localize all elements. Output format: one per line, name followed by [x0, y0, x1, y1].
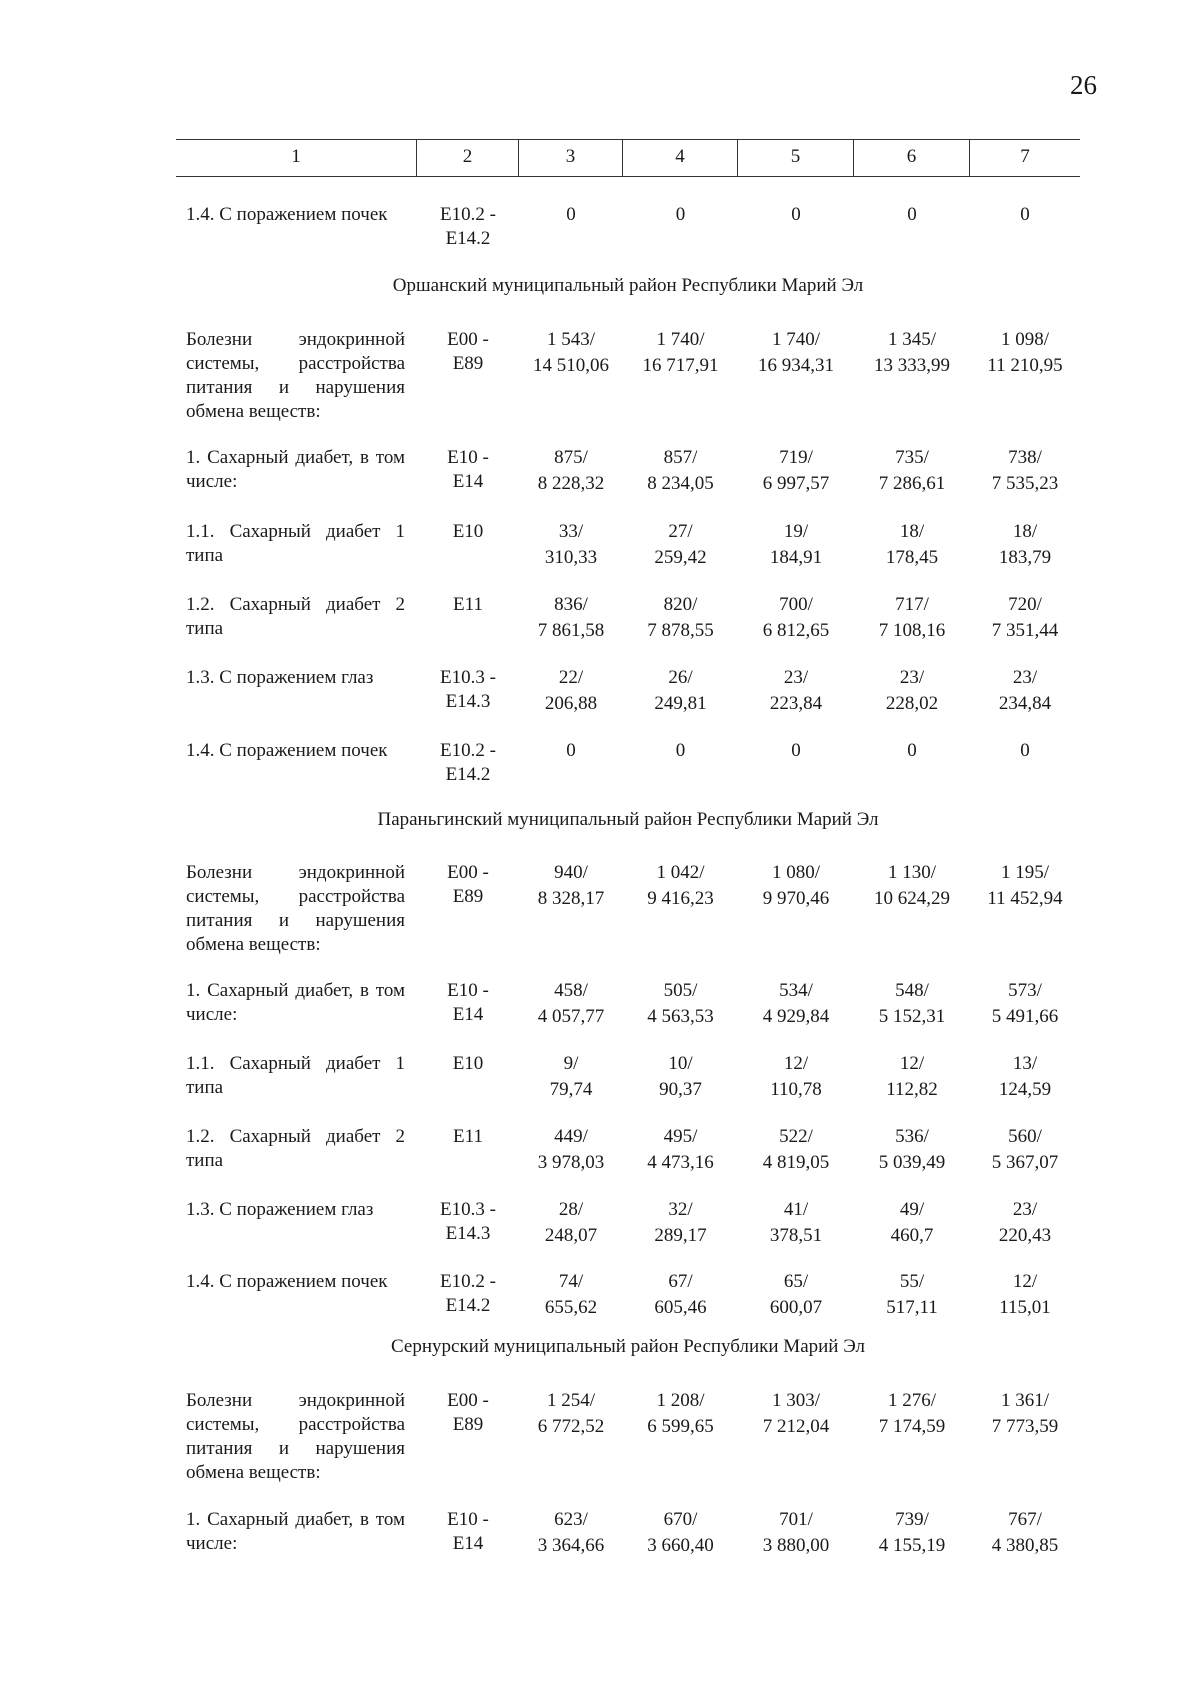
value-count: 67/ [668, 1271, 693, 1292]
value-rate: 460,7 [890, 1225, 934, 1246]
value-cell [854, 1198, 970, 1248]
value-count: 701/ [779, 1509, 813, 1530]
row-label: 1. Сахарный диабет, в том числе: [186, 1509, 405, 1554]
row-label: Болезни эндокринной системы, расстройства питания и нарушения обмена веществ: [186, 1390, 405, 1483]
table-row [176, 861, 1080, 957]
value-count: 12/ [783, 1053, 809, 1074]
value-count: 12/ [899, 1053, 925, 1074]
code-line: E10 - [447, 980, 489, 1001]
value-count: 13/ [1012, 1053, 1038, 1074]
table-row [176, 1270, 1080, 1320]
value-rate: 11 210,95 [987, 355, 1063, 376]
table-row [176, 979, 1080, 1029]
header-col-4: 4 [623, 140, 738, 176]
row-code [417, 593, 519, 643]
value-rate: 4 929,84 [762, 1006, 830, 1027]
code-line: E10 [452, 521, 484, 542]
code-line: E14.2 [445, 228, 491, 249]
value-cell [738, 739, 854, 787]
row-label: 1.3. С поражением глаз [186, 1199, 374, 1220]
value-cell [854, 520, 970, 570]
value-count: 28/ [558, 1199, 584, 1220]
value-cell [519, 979, 623, 1029]
value-cell [519, 593, 623, 643]
value-cell [738, 861, 854, 957]
value-count: 534/ [779, 980, 813, 1001]
value-rate: 13 333,99 [874, 355, 950, 376]
value-cell [623, 979, 738, 1029]
value-cell [519, 666, 623, 716]
value-cell [738, 1052, 854, 1102]
value-cell [519, 1125, 623, 1175]
value-cell [738, 446, 854, 496]
value-cell [519, 1198, 623, 1248]
value-rate: 14 510,06 [533, 355, 609, 376]
value-rate: 259,42 [654, 547, 707, 568]
row-label: 1.1. Сахарный диабет 1 типа [186, 521, 405, 566]
value-cell [970, 1125, 1080, 1175]
row-label: Болезни эндокринной системы, расстройства питания и нарушения обмена веществ: [186, 329, 405, 422]
row-label: 1.4. С поражением почек [186, 1271, 388, 1292]
value-cell [970, 446, 1080, 496]
row-code [417, 1389, 519, 1485]
value-rate: 8 234,05 [647, 473, 714, 494]
value-rate: 3 880,00 [762, 1535, 830, 1556]
table-row [176, 520, 1080, 570]
value-count: 1 543/ [546, 329, 596, 350]
value-count: 857/ [663, 447, 698, 468]
value-rate: 4 563,53 [647, 1006, 714, 1027]
value-cell [970, 1270, 1080, 1320]
value-rate: 4 057,77 [537, 1006, 605, 1027]
value-count: 0 [907, 740, 917, 761]
code-line: E89 [452, 1414, 484, 1435]
value-count: 74/ [558, 1271, 584, 1292]
value-cell [854, 739, 970, 787]
value-count: 1 740/ [771, 329, 821, 350]
table-row [176, 328, 1080, 424]
section-title: Сернурский муниципальный район Республики Марий Эл [391, 1336, 865, 1357]
value-count: 536/ [895, 1126, 929, 1147]
value-cell [854, 1389, 970, 1485]
value-cell [623, 861, 738, 957]
value-rate: 4 155,19 [878, 1535, 946, 1556]
value-cell [970, 1198, 1080, 1248]
value-cell [970, 1389, 1080, 1485]
value-rate: 223,84 [769, 693, 823, 714]
value-rate: 3 660,40 [647, 1535, 714, 1556]
header-col-5: 5 [738, 140, 854, 176]
value-rate: 8 228,32 [537, 473, 605, 494]
value-rate: 5 039,49 [878, 1152, 946, 1173]
value-rate: 3 364,66 [537, 1535, 605, 1556]
value-rate: 7 861,58 [537, 620, 605, 641]
value-rate: 16 717,91 [642, 355, 719, 376]
value-count: 1 080/ [771, 862, 821, 883]
value-cell [623, 739, 738, 787]
value-cell [854, 446, 970, 496]
value-cell [738, 1508, 854, 1558]
row-label: 1.4. С поражением почек [186, 740, 388, 761]
value-rate: 206,88 [544, 693, 598, 714]
row-label: 1.4. С поражением почек [186, 204, 388, 225]
table-row [176, 666, 1080, 716]
code-line: E00 - [447, 862, 489, 883]
value-rate: 7 351,44 [991, 620, 1059, 641]
value-count: 1 740/ [656, 329, 705, 350]
value-count: 717/ [895, 594, 929, 615]
value-count: 26/ [668, 667, 693, 688]
value-count: 10/ [668, 1053, 693, 1074]
value-count: 0 [566, 204, 576, 225]
value-cell [623, 1389, 738, 1485]
value-cell [970, 1508, 1080, 1558]
value-cell [970, 1052, 1080, 1102]
value-rate: 178,45 [885, 547, 939, 568]
value-rate: 112,82 [886, 1079, 938, 1100]
table-row [176, 739, 1080, 787]
value-cell [854, 666, 970, 716]
code-line: E14 [452, 1004, 484, 1025]
value-count: 836/ [554, 594, 588, 615]
value-cell [623, 593, 738, 643]
value-rate: 90,37 [659, 1079, 702, 1100]
value-cell [738, 593, 854, 643]
value-rate: 184,91 [769, 547, 823, 568]
value-cell [623, 446, 738, 496]
code-line: E00 - [447, 329, 489, 350]
value-cell [738, 1270, 854, 1320]
value-count: 1 208/ [656, 1390, 705, 1411]
value-rate: 183,79 [998, 547, 1052, 568]
value-cell [623, 1198, 738, 1248]
value-count: 1 130/ [887, 862, 937, 883]
value-count: 495/ [663, 1126, 698, 1147]
table-row [176, 203, 1080, 251]
value-rate: 9 416,23 [647, 888, 714, 909]
value-count: 0 [1020, 204, 1030, 225]
value-count: 18/ [899, 521, 925, 542]
value-count: 65/ [783, 1271, 809, 1292]
table-row [176, 1052, 1080, 1102]
value-cell [854, 328, 970, 424]
value-cell [970, 593, 1080, 643]
code-line: E10.3 - [440, 1199, 496, 1220]
value-count: 738/ [1008, 447, 1042, 468]
value-cell [623, 203, 738, 251]
table-row [176, 1508, 1080, 1558]
row-code [417, 1198, 519, 1248]
value-rate: 6 599,65 [647, 1416, 714, 1437]
value-count: 27/ [668, 521, 693, 542]
value-cell [854, 861, 970, 957]
code-line: E14 [452, 1533, 484, 1554]
value-cell [519, 739, 623, 787]
value-count: 12/ [1012, 1271, 1038, 1292]
code-line: E00 - [447, 1390, 489, 1411]
value-cell [623, 666, 738, 716]
value-count: 0 [1020, 740, 1030, 761]
value-count: 55/ [899, 1271, 925, 1292]
header-col-2: 2 [417, 140, 519, 176]
code-line: E14.2 [445, 764, 491, 785]
row-label: 1. Сахарный диабет, в том числе: [186, 980, 405, 1025]
value-cell [738, 1389, 854, 1485]
row-label: 1.3. С поражением глаз [186, 667, 374, 688]
value-count: 560/ [1008, 1126, 1042, 1147]
value-cell [738, 666, 854, 716]
value-rate: 124,59 [998, 1079, 1052, 1100]
value-count: 449/ [554, 1126, 588, 1147]
header-col-7: 7 [1020, 146, 1030, 167]
code-line: E89 [452, 353, 484, 374]
table-row [176, 593, 1080, 643]
value-count: 23/ [783, 667, 809, 688]
value-count: 0 [675, 740, 686, 761]
value-count: 1 254/ [546, 1390, 596, 1411]
value-count: 700/ [779, 594, 813, 615]
value-cell [854, 1508, 970, 1558]
row-code [417, 520, 519, 570]
section-title: Оршанский муниципальный район Республики Марий Эл [392, 275, 864, 296]
value-count: 23/ [899, 667, 925, 688]
value-rate: 4 473,16 [647, 1152, 714, 1173]
value-rate: 5 367,07 [991, 1152, 1059, 1173]
value-cell [738, 1198, 854, 1248]
value-count: 1 042/ [656, 862, 705, 883]
value-cell [854, 593, 970, 643]
row-code [417, 1052, 519, 1102]
header-col-3: 3 [519, 140, 623, 176]
value-cell [854, 1052, 970, 1102]
value-rate: 16 934,31 [758, 355, 834, 376]
value-cell [623, 1508, 738, 1558]
value-count: 735/ [895, 447, 929, 468]
table-row [176, 446, 1080, 496]
value-rate: 7 773,59 [991, 1416, 1059, 1437]
row-label: 1.1. Сахарный диабет 1 типа [186, 1053, 405, 1098]
code-line: E14.3 [445, 1223, 491, 1244]
value-rate: 10 624,29 [874, 888, 950, 909]
value-rate: 6 812,65 [762, 620, 830, 641]
value-rate: 4 380,85 [991, 1535, 1059, 1556]
value-count: 719/ [779, 447, 813, 468]
row-code [417, 328, 519, 424]
value-count: 23/ [1012, 1199, 1038, 1220]
value-cell [519, 520, 623, 570]
value-rate: 3 978,03 [537, 1152, 605, 1173]
value-count: 875/ [554, 447, 588, 468]
section-title: Параньгинский муниципальный район Республики Марий Эл [377, 809, 879, 830]
value-rate: 378,51 [769, 1225, 823, 1246]
value-cell [970, 203, 1080, 251]
value-count: 0 [566, 740, 576, 761]
value-cell [519, 1508, 623, 1558]
value-count: 41/ [783, 1199, 809, 1220]
value-count: 670/ [663, 1509, 698, 1530]
value-rate: 6 997,57 [762, 473, 830, 494]
value-count: 522/ [779, 1126, 813, 1147]
value-count: 19/ [783, 521, 809, 542]
row-label: 1. Сахарный диабет, в том числе: [186, 447, 405, 492]
row-code [417, 979, 519, 1029]
value-cell [738, 1125, 854, 1175]
value-count: 9/ [563, 1053, 579, 1074]
value-rate: 4 819,05 [762, 1152, 830, 1173]
header-col-6: 6 [854, 140, 970, 176]
value-count: 33/ [558, 521, 584, 542]
value-count: 18/ [1012, 521, 1038, 542]
value-cell [854, 979, 970, 1029]
value-rate: 249,81 [654, 693, 707, 714]
value-rate: 7 286,61 [878, 473, 946, 494]
value-count: 820/ [663, 594, 698, 615]
value-cell [623, 1052, 738, 1102]
value-rate: 7 174,59 [878, 1416, 946, 1437]
row-code [417, 1508, 519, 1558]
table-row [176, 1125, 1080, 1175]
value-rate: 79,74 [549, 1079, 593, 1100]
value-count: 739/ [895, 1509, 929, 1530]
code-line: E10.2 - [440, 1271, 496, 1292]
value-cell [519, 1052, 623, 1102]
value-rate: 5 152,31 [878, 1006, 946, 1027]
value-count: 1 098/ [1000, 329, 1050, 350]
value-cell [519, 1389, 623, 1485]
value-count: 1 361/ [1000, 1390, 1050, 1411]
value-rate: 228,02 [885, 693, 939, 714]
code-line: E89 [452, 886, 484, 907]
code-line: E14 [452, 471, 484, 492]
value-count: 505/ [663, 980, 698, 1001]
value-count: 1 276/ [887, 1390, 937, 1411]
value-rate: 11 452,94 [987, 888, 1063, 909]
page-number: 26 [1070, 70, 1097, 100]
value-count: 0 [791, 740, 801, 761]
row-code [417, 861, 519, 957]
row-label: 1.2. Сахарный диабет 2 типа [186, 1126, 405, 1171]
value-cell [738, 520, 854, 570]
code-line: E10.3 - [440, 667, 496, 688]
value-count: 623/ [554, 1509, 588, 1530]
row-label: Болезни эндокринной системы, расстройства питания и нарушения обмена веществ: [186, 862, 405, 955]
value-cell [623, 328, 738, 424]
row-code [417, 1270, 519, 1320]
value-count: 767/ [1008, 1509, 1042, 1530]
value-rate: 248,07 [544, 1225, 598, 1246]
code-line: E10 [452, 1053, 484, 1074]
value-rate: 234,84 [998, 693, 1052, 714]
value-count: 0 [675, 204, 686, 225]
value-count: 548/ [895, 980, 929, 1001]
code-line: E10 - [447, 1509, 489, 1530]
value-count: 32/ [668, 1199, 693, 1220]
table-row [176, 1198, 1080, 1248]
value-cell [970, 861, 1080, 957]
value-rate: 655,62 [544, 1297, 598, 1318]
row-code [417, 666, 519, 716]
value-cell [623, 1270, 738, 1320]
row-code [417, 203, 519, 251]
row-code [417, 1125, 519, 1175]
value-cell [970, 739, 1080, 787]
value-count: 1 303/ [771, 1390, 821, 1411]
value-cell [970, 666, 1080, 716]
row-label: 1.2. Сахарный диабет 2 типа [186, 594, 405, 639]
value-rate: 6 772,52 [537, 1416, 605, 1437]
code-line: E10.2 - [440, 740, 496, 761]
code-line: E11 [453, 594, 483, 615]
value-cell [623, 520, 738, 570]
code-line: E14.2 [445, 1295, 491, 1316]
value-count: 1 345/ [887, 329, 937, 350]
value-rate: 605,46 [654, 1297, 707, 1318]
table-header [176, 139, 1080, 177]
row-code [417, 446, 519, 496]
value-count: 940/ [554, 862, 588, 883]
value-rate: 7 878,55 [647, 620, 714, 641]
value-cell [854, 1270, 970, 1320]
value-cell [970, 520, 1080, 570]
value-rate: 220,43 [998, 1225, 1052, 1246]
value-cell [519, 861, 623, 957]
value-count: 49/ [899, 1199, 925, 1220]
code-line: E10 - [447, 447, 489, 468]
value-rate: 7 212,04 [762, 1416, 830, 1437]
code-line: E10.2 - [440, 204, 496, 225]
value-cell [738, 979, 854, 1029]
value-rate: 5 491,66 [991, 1006, 1059, 1027]
value-rate: 600,07 [769, 1297, 823, 1318]
value-rate: 9 970,46 [762, 888, 830, 909]
value-rate: 310,33 [544, 547, 598, 568]
value-cell [519, 1270, 623, 1320]
value-count: 458/ [554, 980, 588, 1001]
value-count: 23/ [1012, 667, 1038, 688]
value-count: 573/ [1008, 980, 1042, 1001]
value-count: 720/ [1008, 594, 1042, 615]
code-line: E14.3 [445, 691, 491, 712]
value-rate: 7 108,16 [878, 620, 946, 641]
value-rate: 7 535,23 [991, 473, 1059, 494]
value-cell [854, 1125, 970, 1175]
value-rate: 8 328,17 [537, 888, 605, 909]
value-count: 22/ [558, 667, 584, 688]
table-row [176, 1389, 1080, 1485]
value-cell [970, 328, 1080, 424]
value-count: 0 [791, 204, 801, 225]
value-cell [623, 1125, 738, 1175]
value-cell [519, 203, 623, 251]
row-code [417, 739, 519, 787]
value-rate: 517,11 [886, 1297, 938, 1318]
value-rate: 115,01 [999, 1297, 1051, 1318]
value-cell [519, 328, 623, 424]
value-count: 1 195/ [1000, 862, 1050, 883]
value-rate: 289,17 [654, 1225, 707, 1246]
code-line: E11 [453, 1126, 483, 1147]
value-cell [970, 979, 1080, 1029]
value-count: 0 [907, 204, 917, 225]
value-rate: 110,78 [770, 1079, 822, 1100]
value-cell [854, 203, 970, 251]
value-cell [738, 328, 854, 424]
value-cell [519, 446, 623, 496]
value-cell [738, 203, 854, 251]
header-col-1: 1 [176, 140, 417, 176]
